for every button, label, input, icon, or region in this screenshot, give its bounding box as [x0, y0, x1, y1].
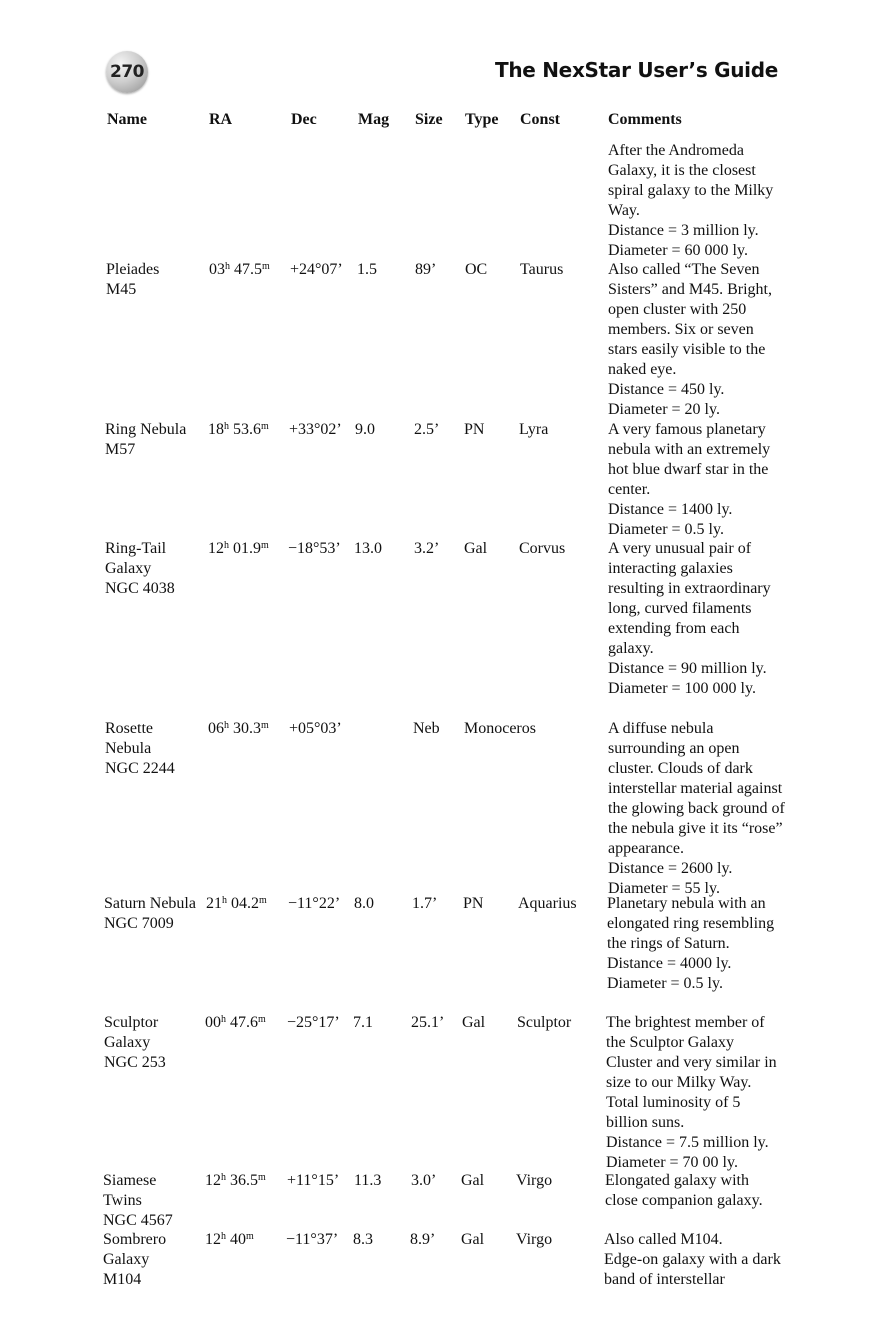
object-type: Gal	[461, 1231, 485, 1248]
apparent-size: 25.1’	[411, 1014, 445, 1031]
comment-text: Planetary nebula with an elongated ring resembling the rings of Saturn. Distance = 4000 ly. Diameter = 0.5 ly.	[607, 895, 775, 992]
declination: −25°17’	[287, 1014, 340, 1031]
right-ascension: 06$^h$ 30.3$^m$	[208, 720, 269, 737]
right-ascension: 12$^h$ 36.5$^m$	[205, 1172, 266, 1189]
apparent-size: 1.7’	[412, 895, 438, 912]
page-title: The NexStar User’s Guide	[495, 58, 778, 82]
apparent-size: 3.0’	[411, 1172, 437, 1189]
object-name: Ring-Tail Galaxy NGC 4038	[105, 540, 175, 597]
right-ascension: 03$^h$ 47.5$^m$	[209, 261, 270, 278]
constellation: Monoceros	[464, 720, 536, 737]
magnitude: 11.3	[354, 1172, 382, 1189]
apparent-size: 3.2’	[414, 540, 440, 557]
constellation: Corvus	[519, 540, 566, 557]
right-ascension: 12$^h$ 40$^m$	[205, 1231, 254, 1248]
comment-text: After the Andromeda Galaxy, it is the closest spiral galaxy to the Milky Way. Distance = 3 million ly. Diameter = 60 000 ly.	[608, 142, 774, 259]
magnitude: 7.1	[353, 1014, 373, 1031]
col-header-type: Type	[465, 111, 499, 128]
col-header-ra: RA	[209, 111, 233, 128]
comment-text: A very unusual pair of interacting galaxies resulting in extraordinary long, curved filaments extending from each galaxy. Distance = 90 million ly. Diameter = 100 000 ly.	[608, 540, 771, 697]
constellation: Taurus	[520, 261, 564, 278]
right-ascension: 12$^h$ 01.9$^m$	[208, 540, 269, 557]
declination: +33°02’	[289, 421, 342, 438]
right-ascension: 21$^h$ 04.2$^m$	[206, 895, 267, 912]
object-name: Sombrero Galaxy M104	[103, 1231, 167, 1288]
object-name: Sculptor Galaxy NGC 253	[104, 1014, 166, 1071]
apparent-size: 8.9’	[410, 1231, 436, 1248]
page-number-badge	[106, 51, 148, 93]
col-header-comments: Comments	[608, 111, 682, 128]
apparent-size: 2.5’	[414, 421, 440, 438]
declination: −11°22’	[288, 895, 341, 912]
apparent-size: 89’	[415, 261, 437, 278]
magnitude: 8.3	[353, 1231, 373, 1248]
col-header-const: Const	[520, 111, 561, 128]
magnitude: 8.0	[354, 895, 374, 912]
constellation: Aquarius	[518, 895, 577, 912]
comment-text: A very famous planetary nebula with an extremely hot blue dwarf star in the center. Distance = 1400 ly. Diameter = 0.5 ly.	[608, 421, 771, 538]
object-name: Ring Nebula M57	[105, 421, 187, 458]
comment-text: The brightest member of the Sculptor Galaxy Cluster and very similar in size to our Milky Way. Total luminosity of 5 billion suns. Distance = 7.5 million ly. Diameter = 70 00 ly.	[606, 1014, 777, 1171]
object-type: PN	[463, 895, 484, 912]
object-type: PN	[464, 421, 485, 438]
page-number: 270	[110, 62, 144, 82]
declination: +11°15’	[287, 1172, 340, 1189]
col-header-name: Name	[107, 111, 147, 128]
constellation: Virgo	[516, 1172, 553, 1189]
constellation: Sculptor	[517, 1014, 572, 1031]
object-name: Pleiades M45	[106, 261, 160, 298]
col-header-mag: Mag	[358, 111, 390, 128]
declination: −11°37’	[286, 1231, 339, 1248]
object-name: Siamese Twins NGC 4567	[103, 1172, 173, 1229]
declination: −18°53’	[288, 540, 341, 557]
magnitude: 13.0	[354, 540, 382, 557]
constellation: Virgo	[516, 1231, 553, 1248]
comment-text: Elongated galaxy with close companion galaxy.	[605, 1172, 763, 1209]
declination: +05°03’	[289, 720, 342, 737]
right-ascension: 18$^h$ 53.6$^m$	[208, 421, 269, 438]
comment-text: Also called “The Seven Sisters” and M45. Bright, open cluster with 250 members. Six or seven stars easily visible to the naked eye. Distance = 450 ly. Diameter = 20 ly.	[608, 261, 772, 418]
object-name: Saturn Nebula NGC 7009	[104, 895, 196, 932]
right-ascension: 00$^h$ 47.6$^m$	[205, 1014, 266, 1031]
constellation: Lyra	[519, 421, 549, 438]
object-type: Gal	[464, 540, 488, 557]
object-type: OC	[465, 261, 488, 278]
comment-text: Also called M104. Edge-on galaxy with a dark band of interstellar	[604, 1231, 781, 1288]
object-type: Gal	[462, 1014, 486, 1031]
magnitude: 9.0	[355, 421, 375, 438]
col-header-dec: Dec	[291, 111, 317, 128]
object-name: Rosette Nebula NGC 2244	[105, 720, 175, 777]
comment-text: A diffuse nebula surrounding an open cluster. Clouds of dark interstellar material against the glowing back ground of the nebula give it its “rose” appearance. Distance = 2600 ly. Diameter = 55 ly.	[608, 720, 785, 897]
col-header-size: Size	[415, 111, 443, 128]
declination: +24°07’	[290, 261, 343, 278]
object-type: Neb	[413, 720, 440, 737]
object-type: Gal	[461, 1172, 485, 1189]
magnitude: 1.5	[357, 261, 377, 278]
